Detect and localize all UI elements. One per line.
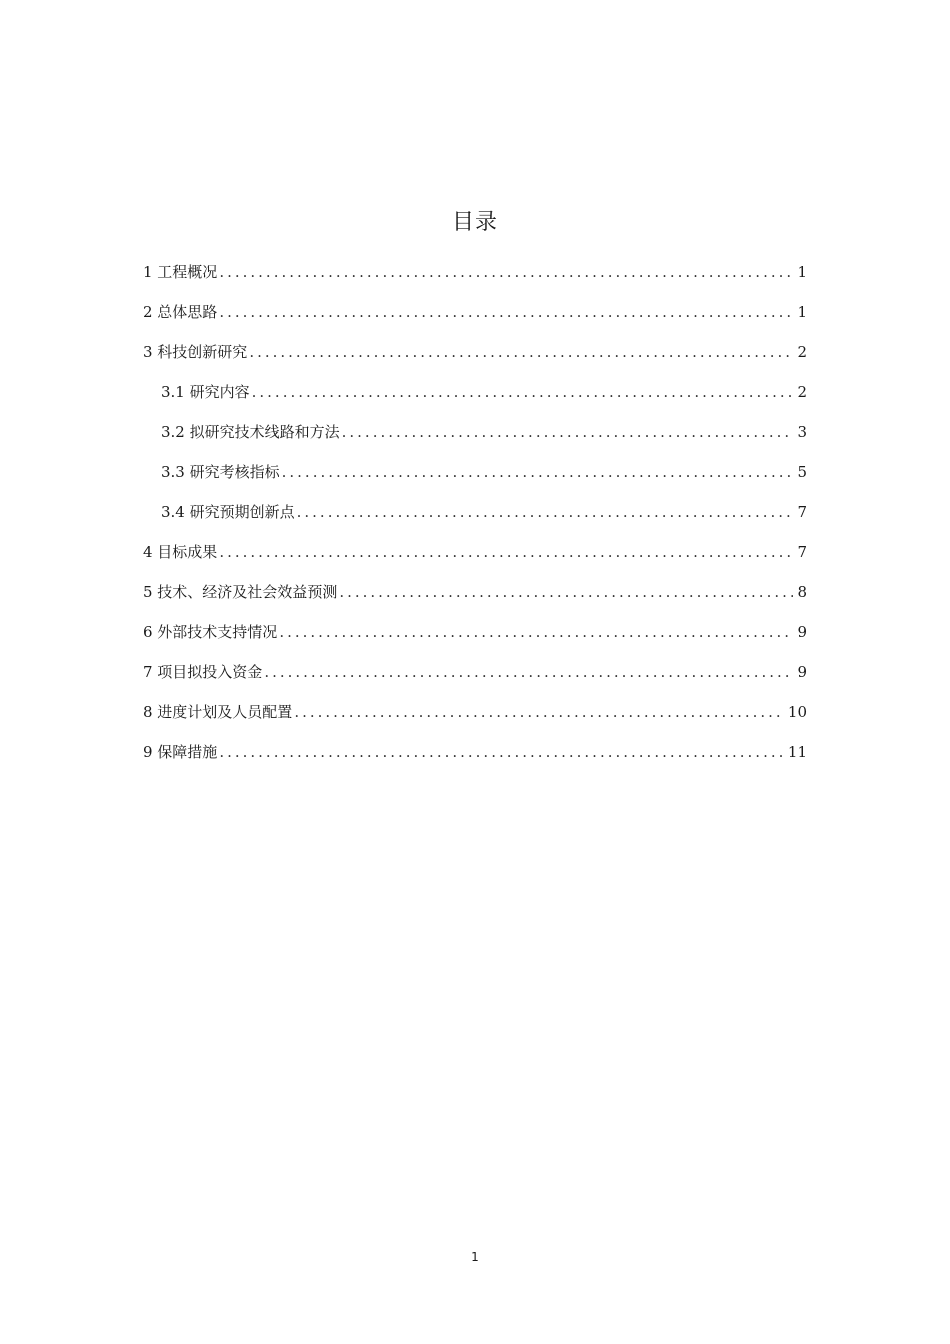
toc-leader-dots: [219, 534, 793, 570]
toc-leader-dots: [339, 574, 793, 610]
toc-leader-dots: [252, 374, 794, 410]
toc-entry-page: 7: [797, 503, 807, 521]
footer-page-number: 1: [471, 1250, 479, 1264]
toc-entry-text: 3.3 研究考核指标: [161, 463, 280, 481]
toc-entry-1[interactable]: [143, 254, 807, 294]
toc-entry-text: 6 外部技术支持情况: [143, 623, 278, 641]
toc-title: 目录: [451, 210, 498, 235]
toc-entry-page: 1: [797, 263, 807, 281]
toc-entry-8[interactable]: [143, 694, 807, 734]
toc-entry-text: 3.1 研究内容: [161, 383, 250, 401]
toc-entry-text: 2 总体思路: [143, 303, 218, 321]
toc-entry-2[interactable]: [143, 294, 807, 334]
toc-entry-page: 9: [797, 663, 807, 681]
toc-entry-text: 3 科技创新研究: [143, 343, 248, 361]
toc-entry-3[interactable]: [143, 334, 807, 374]
toc-entry-7[interactable]: [143, 654, 807, 694]
toc-entry-4[interactable]: [143, 534, 807, 574]
toc-entry-5[interactable]: [143, 574, 807, 614]
toc-leader-dots: [219, 294, 793, 330]
toc-entry-text: 9 保障措施: [143, 743, 218, 761]
toc-entry-text: 7 项目拟投入资金: [143, 663, 263, 681]
toc-entry-page: 2: [797, 343, 807, 361]
toc-entry-9[interactable]: [143, 734, 807, 774]
toc-leader-dots: [282, 454, 794, 490]
toc-entry-page: 9: [797, 623, 807, 641]
toc-leader-dots: [219, 254, 793, 290]
toc-leader-dots: [297, 494, 794, 530]
toc-leader-dots: [294, 694, 784, 730]
toc-list: [143, 254, 807, 774]
toc-entry-text: 5 技术、经济及社会效益预测: [143, 583, 338, 601]
toc-entry-page: 1: [797, 303, 807, 321]
toc-entry-3-2[interactable]: [143, 414, 807, 454]
toc-entry-text: 1 工程概况: [143, 263, 218, 281]
toc-entry-page: 11: [787, 743, 807, 761]
toc-entry-text: 4 目标成果: [143, 543, 218, 561]
toc-entry-3-4[interactable]: [143, 494, 807, 534]
toc-entry-text: 8 进度计划及人员配置: [143, 703, 293, 721]
toc-entry-page: 5: [797, 463, 807, 481]
toc-entry-page: 10: [787, 703, 807, 721]
toc-leader-dots: [279, 614, 793, 650]
toc-entry-text: 3.2 拟研究技术线路和方法: [161, 423, 340, 441]
toc-leader-dots: [264, 654, 793, 690]
toc-entry-text: 3.4 研究预期创新点: [161, 503, 295, 521]
toc-entry-6[interactable]: [143, 614, 807, 654]
toc-entry-page: 3: [797, 423, 807, 441]
toc-entry-3-1[interactable]: [143, 374, 807, 414]
toc-leader-dots: [249, 334, 793, 370]
toc-entry-page: 2: [797, 383, 807, 401]
toc-leader-dots: [219, 734, 784, 770]
toc-entry-page: 8: [797, 583, 807, 601]
toc-leader-dots: [342, 414, 794, 450]
toc-entry-3-3[interactable]: [143, 454, 807, 494]
toc-entry-page: 7: [797, 543, 807, 561]
